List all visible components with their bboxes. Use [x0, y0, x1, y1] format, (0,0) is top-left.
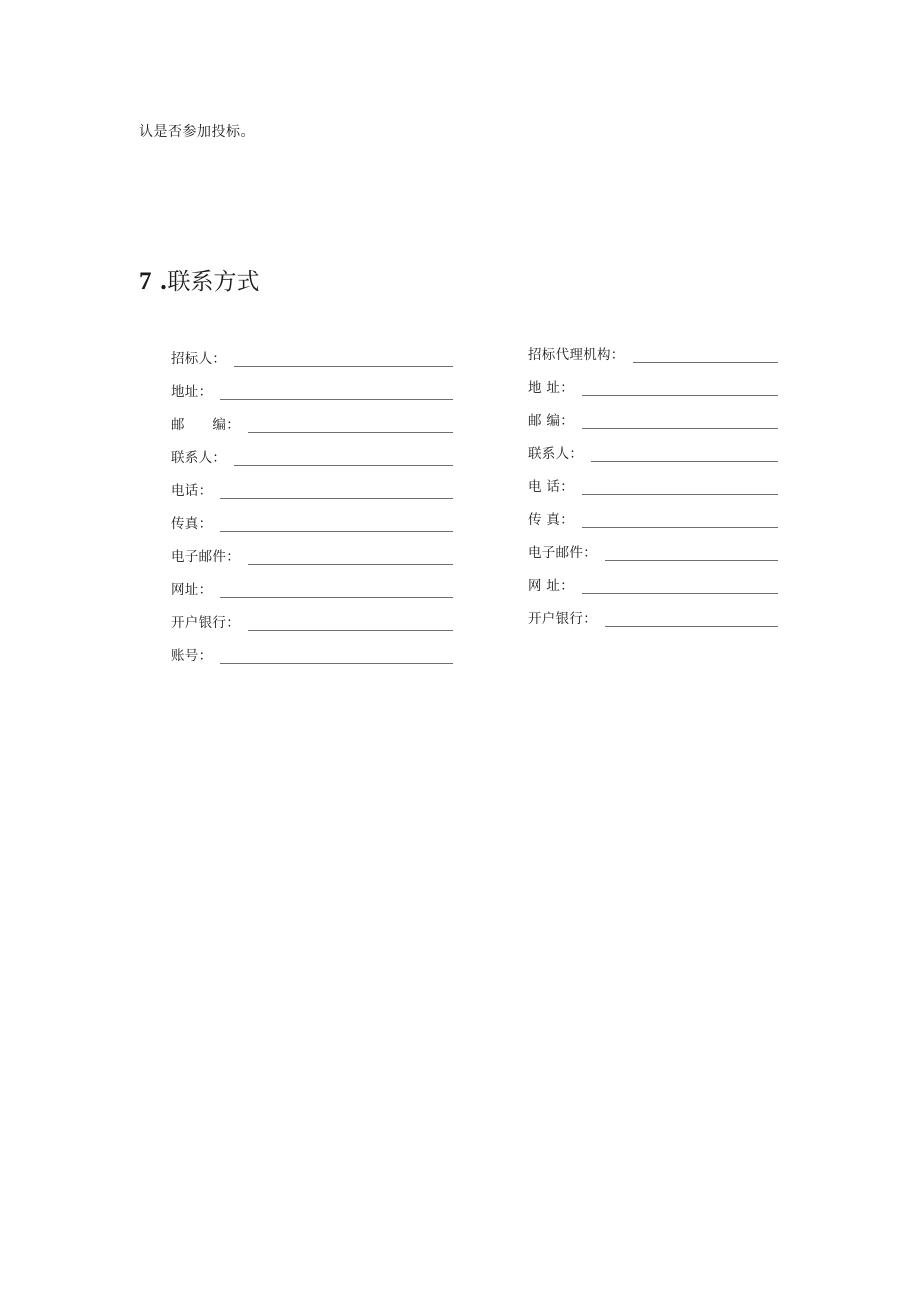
- field-email: [171, 534, 453, 567]
- fill-in-line[interactable]: [605, 625, 778, 627]
- field-label: 电子邮件：: [171, 549, 240, 565]
- field-label: 传 真：: [528, 512, 574, 528]
- field-label: 招标人：: [171, 351, 227, 367]
- fill-in-line[interactable]: [220, 497, 453, 499]
- continuation-text: 认是否参加投标。: [139, 124, 255, 140]
- tenderer-contact-column: [171, 336, 453, 666]
- agency-contact-column: [528, 332, 778, 629]
- field-label: 网址：: [171, 582, 213, 598]
- field-fax: [528, 497, 778, 530]
- field-label: 电子邮件：: [528, 545, 597, 561]
- field-label: 开户银行：: [171, 615, 240, 631]
- field-label: 邮 编：: [171, 417, 240, 433]
- fill-in-line[interactable]: [582, 526, 778, 528]
- field-agency: [528, 332, 778, 365]
- fill-in-line[interactable]: [633, 361, 778, 363]
- field-label: 传真：: [171, 516, 213, 532]
- field-contact-person: [528, 431, 778, 464]
- field-postcode: [528, 398, 778, 431]
- fill-in-line[interactable]: [234, 464, 453, 466]
- field-label: 招标代理机构：: [528, 347, 625, 363]
- fill-in-line[interactable]: [234, 365, 453, 367]
- field-account-number: [171, 633, 453, 666]
- field-website: [171, 567, 453, 600]
- field-label: 联系人：: [528, 446, 584, 462]
- fill-in-line[interactable]: [582, 493, 778, 495]
- field-label: 地 址：: [528, 380, 574, 396]
- fill-in-line[interactable]: [248, 629, 453, 631]
- field-label: 网 址：: [528, 578, 574, 594]
- field-label: 开户银行：: [528, 611, 597, 627]
- section-number-dot: .: [159, 268, 168, 295]
- field-tenderer: [171, 336, 453, 369]
- section-heading: [139, 265, 260, 299]
- field-address: [171, 369, 453, 402]
- fill-in-line[interactable]: [605, 559, 778, 561]
- field-postcode: [171, 402, 453, 435]
- fill-in-line[interactable]: [582, 592, 778, 594]
- field-label: 电话：: [171, 483, 213, 499]
- fill-in-line[interactable]: [220, 596, 453, 598]
- section-title: 联系方式: [167, 269, 260, 295]
- field-phone: [528, 464, 778, 497]
- field-label: 账号：: [171, 648, 213, 664]
- field-label: 邮 编：: [528, 413, 574, 429]
- field-label: 地址：: [171, 384, 213, 400]
- field-fax: [171, 501, 453, 534]
- fill-in-line[interactable]: [591, 460, 778, 462]
- fill-in-line[interactable]: [582, 394, 778, 396]
- fill-in-line[interactable]: [248, 563, 453, 565]
- field-bank: [528, 596, 778, 629]
- fill-in-line[interactable]: [582, 427, 778, 429]
- field-website: [528, 563, 778, 596]
- field-phone: [171, 468, 453, 501]
- section-number: 7: [139, 268, 152, 295]
- field-bank: [171, 600, 453, 633]
- fill-in-line[interactable]: [220, 530, 453, 532]
- fill-in-line[interactable]: [220, 662, 453, 664]
- fill-in-line[interactable]: [220, 398, 453, 400]
- field-contact-person: [171, 435, 453, 468]
- field-email: [528, 530, 778, 563]
- field-label: 电 话：: [528, 479, 574, 495]
- field-address: [528, 365, 778, 398]
- fill-in-line[interactable]: [248, 431, 453, 433]
- field-label: 联系人：: [171, 450, 227, 466]
